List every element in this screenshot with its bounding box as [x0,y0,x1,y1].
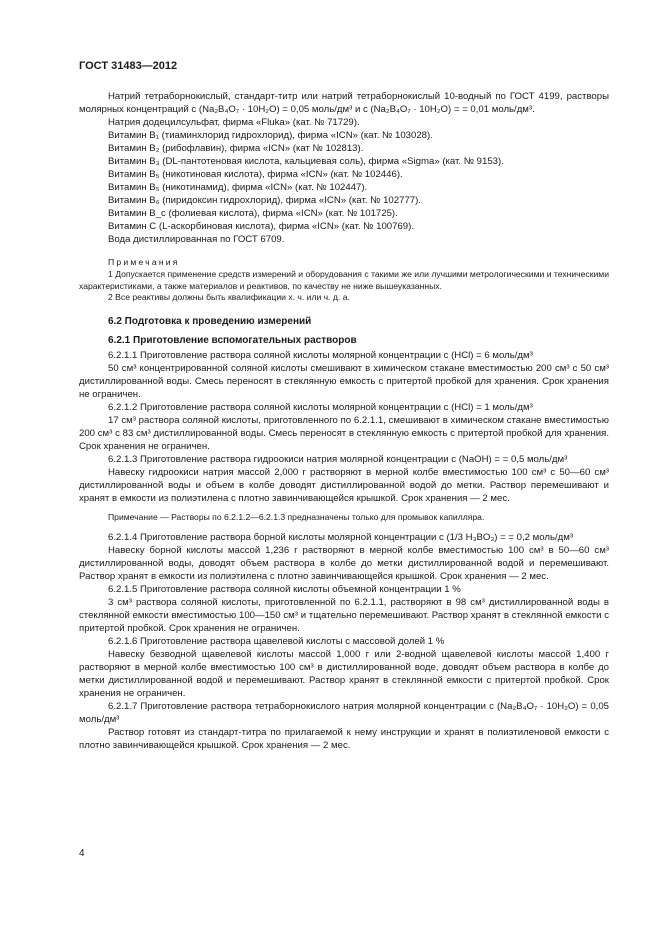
paragraph: 6.2.1.1 Приготовление раствора соляной кислоты молярной концентрации c (HCl) = 6 моль/дм³ [108,349,533,361]
paragraph: Раствор готовят из стандарт-титра по прилагаемой к нему инструкции и хранят в полиэтиленовой емкости с плотно завинчивающейся крышкой. Срок хранения — 2 мес. [79,726,609,751]
reagent-item: Витамин B₆ (пиридоксин гидрохлорид), фирма «ICN» (кат. № 102777). [108,195,421,206]
reagent-item: Витамин B₃ (DL-пантотеновая кислота, кальциевая соль), фирма «Sigma» (кат. № 9153). [108,156,504,167]
paragraph: Навеску безводной щавелевой кислоты массой 1,000 г или 2-водной щавелевой кислоты массой 1,400 г растворяют в мерной колбе вместимостью 100 см³ в дистиллированной воде, доводят объем раствора в колбе до метки дистиллированной водой и перемешивают. Раствор хранят в стеклянной емкости с притертой пробкой. Срок хранения не ограничен. [79,648,609,699]
section-title: 6.2 Подготовка к проведению измерений [108,315,312,327]
notes-header: Примечания [108,257,180,267]
paragraph: 6.2.1.7 Приготовление раствора тетраборнокислого натрия молярной концентрации c (Na₂B₄O₇ · 10H₂O) = 0,05 моль/дм³ [79,700,609,725]
paragraph: 6.2.1.4 Приготовление раствора борной кислоты молярной концентрации c (1/3 H₃BO₃) = = 0,2 моль/дм³ [108,531,574,543]
paragraph: 3 см³ раствора соляной кислоты, приготовленной по 6.2.1.1, растворяют в 98 см³ дистиллированной воды в стеклянной емкости вместимостью 100—150 см³ и тщательно перемешивают. Раствор хранят в стеклянной емкости с притертой пробкой. Срок хранения не ограничен. [79,596,609,634]
subsection-title: 6.2.1 Приготовление вспомогательных растворов [108,334,357,346]
reagent-item: Витамин C (L-аскорбиновая кислота), фирма «ICN» (кат. № 100769). [108,221,414,232]
reagent-item: Вода дистиллированная по ГОСТ 6709. [108,234,285,245]
reagent-item: Витамин B_c (фолиевая кислота), фирма «ICN» (кат. № 101725). [108,208,398,219]
note-item: 2 Все реактивы должны быть квалификации х. ч. или ч. д. а. [108,292,350,303]
paragraph: 50 см³ концентрированной соляной кислоты смешивают в химическом стакане вместимостью 200 см³ с 50 см³ дистиллированной воды. Смесь переносят в стеклянную емкость с притертой пробкой для хранения. Срок хранения не ограничен. [79,362,609,400]
note-item: 1 Допускается применение средств измерений и оборудования с такими же или лучшими метрологическими и техническими характеристиками, а также материалов и реактивов, по качеству не ниже вышеуказанных. [79,269,609,291]
paragraph: 17 см³ раствора соляной кислоты, приготовленного по 6.2.1.1, смешивают в химическом стакане вместимостью 200 см³ с 83 см³ дистиллированной воды. Смесь переносят в стеклянную емкость с притертой пробкой для хранения. Срок хранения не ограничен. [79,414,609,452]
standard-header: ГОСТ 31483—2012 [79,60,178,72]
paragraph: Навеску борной кислоты массой 1,236 г растворяют в мерной колбе вместимостью 100 см³ в 50—60 см³ дистиллированной воды, доводят объем раствора в колбе до метки дистиллированной водой и перемешивают. Раствор хранят в емкости из полиэтилена с плотно завинчивающейся крышкой. Срок хранения — 2 мес. [79,544,609,582]
page-content [79,90,609,752]
reagent-item: Витамин B₂ (рибофлавин), фирма «ICN» (кат № 102813). [108,143,364,154]
page-number: 4 [79,848,85,859]
paragraph: 6.2.1.5 Приготовление раствора соляной кислоты объемной концентрации 1 % [108,583,461,595]
paragraph: 6.2.1.3 Приготовление раствора гидроокиси натрия молярной концентрации c (NaOH) = = 0,5 моль/дм³ [108,453,568,465]
reagent-item: Витамин B₁ (тиаминхлорид гидрохлорид), фирма «ICN» (кат. № 103028). [108,130,433,141]
paragraph: 6.2.1.2 Приготовление раствора соляной кислоты молярной концентрации c (HCl) = 1 моль/дм³ [108,401,533,413]
reagent-item: Натрий тетраборнокислый, стандарт-титр или натрий тетраборнокислый 10-водный по ГОСТ 4199, растворы молярных концентраций c (Na₂B₄O₇ · 10H₂O) = 0,05 моль/дм³ и c (Na₂B₄O₇ · 10H₂O) = = 0,01 моль/дм³. [79,91,609,115]
reagent-item: Витамин B₅ (никотинамид), фирма «ICN» (кат. № 102447). [108,182,368,193]
reagent-item: Витамин B₅ (никотиновая кислота), фирма «ICN» (кат. № 102446). [108,169,403,180]
reagent-item: Натрия додецилсульфат, фирма «Fluka» (кат. № 71729). [108,117,360,128]
paragraph: 6.2.1.6 Приготовление раствора щавелевой кислоты с массовой долей 1 % [108,635,445,647]
paragraph: Навеску гидроокиси натрия массой 2,000 г растворяют в мерной колбе вместимостью 100 см³ с 50—60 см³ дистиллированной воды и объем в колбе доводят дистиллированной водой до метки. Раствор перемешивают и хранят в емкости из полиэтилена с плотно завинчивающейся крышкой. Срок хранения — 2 мес. [79,466,609,504]
inline-note: Примечание — Растворы по 6.2.1.2—6.2.1.3 предназначены только для промывок капилляра. [108,511,485,522]
